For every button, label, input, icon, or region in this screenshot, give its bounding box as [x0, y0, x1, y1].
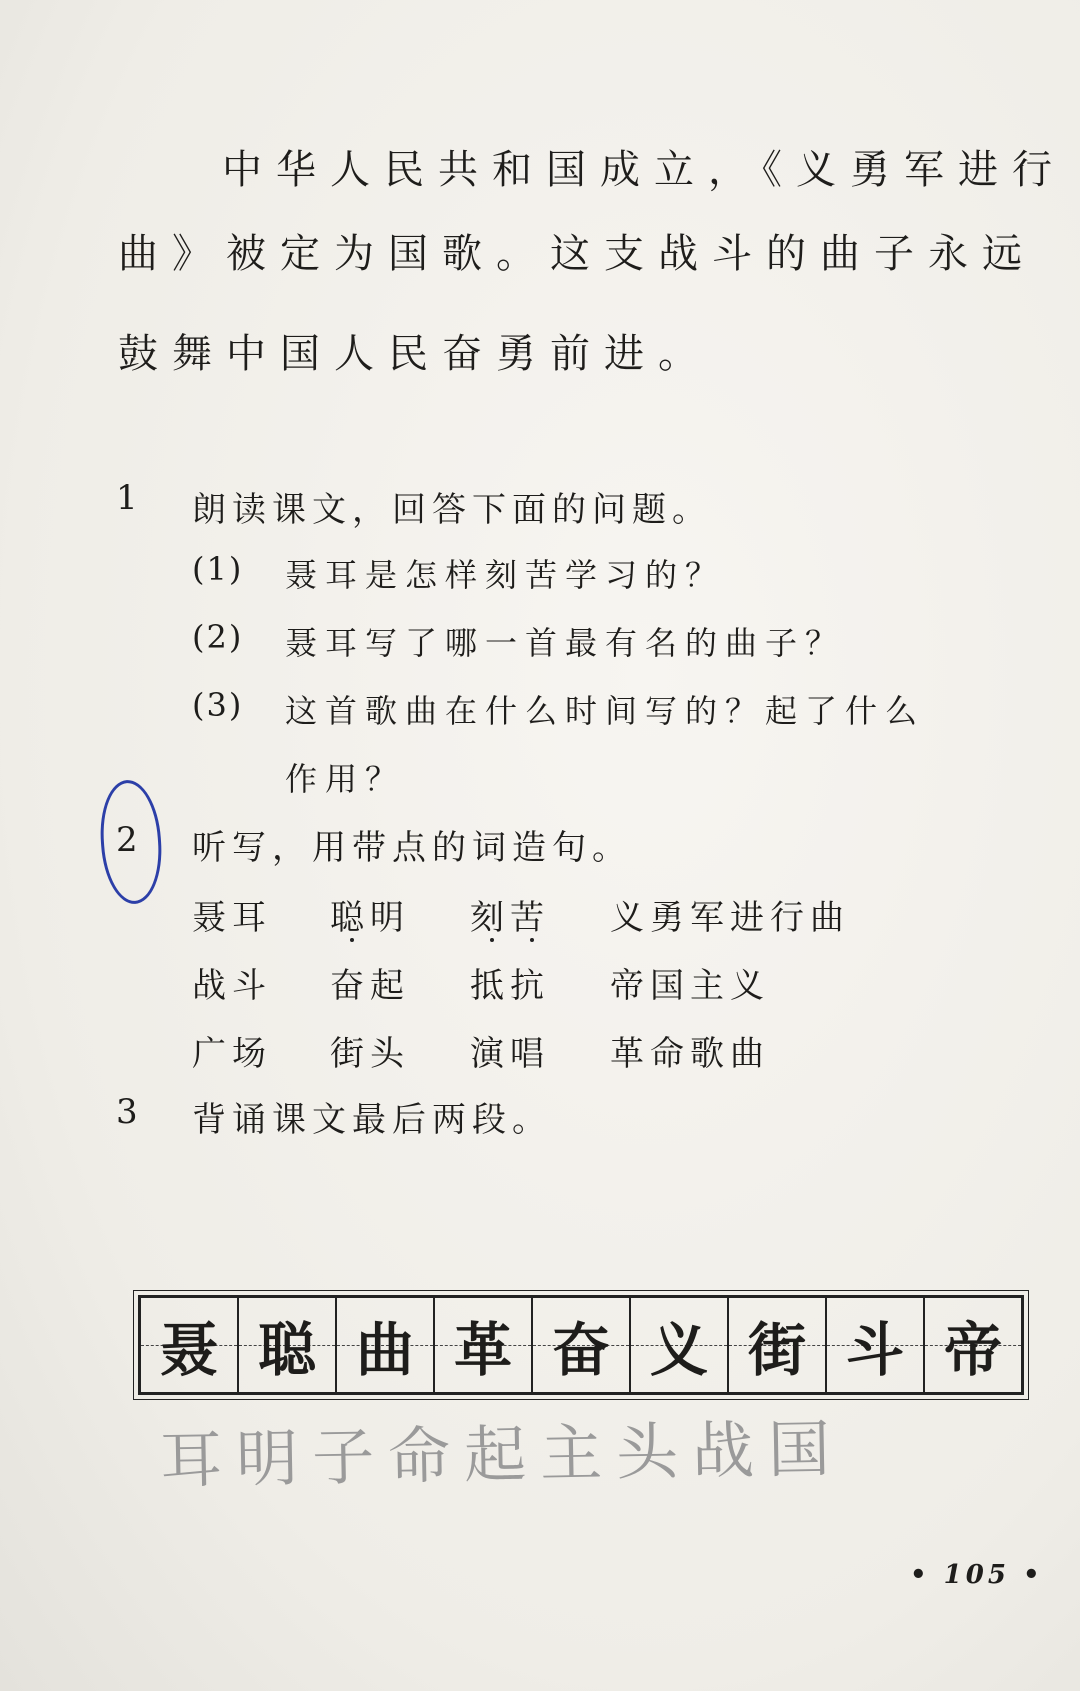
word: 聂耳: [192, 898, 272, 938]
word: 战斗: [192, 966, 272, 1006]
question-3-number: (3): [192, 686, 244, 724]
grid-cell: 义: [631, 1298, 729, 1392]
grid-cell: 奋: [533, 1298, 631, 1392]
exercise-2-text: 听写，用带点的词造句。: [192, 828, 632, 868]
exercise-2-number: 2: [116, 820, 138, 860]
word: 义勇军进行曲: [610, 898, 850, 938]
word: 聪明: [330, 898, 410, 938]
exercise-1-text: 朗读课文，回答下面的问题。: [192, 490, 712, 530]
grid-cell: 革: [435, 1298, 533, 1392]
question-2-text: 聂耳写了哪一首最有名的曲子？: [285, 624, 846, 662]
word: 刻苦: [470, 898, 550, 938]
word: 革命歌曲: [610, 1034, 770, 1074]
question-2-number: (2): [192, 618, 244, 656]
emphasis-dot: [530, 938, 534, 942]
handwritten-pencil-notes: 耳明子命起主头战国: [159, 1412, 845, 1497]
question-3-text: 这首歌曲在什么时间写的？起了什么: [285, 692, 926, 730]
emphasis-dot: [490, 938, 494, 942]
word: 帝国主义: [610, 966, 770, 1006]
word: 抵抗: [470, 966, 550, 1006]
question-1-text: 聂耳是怎样刻苦学习的？: [285, 556, 726, 594]
grid-cell: 帝: [925, 1298, 1021, 1392]
page-number: • 105 •: [910, 1560, 1044, 1590]
word: 广场: [192, 1034, 272, 1074]
word: 街头: [330, 1034, 410, 1074]
grid-cell: 斗: [827, 1298, 925, 1392]
word: 演唱: [470, 1034, 550, 1074]
grid-cell: 聂: [141, 1298, 239, 1392]
grid-cell: 曲: [337, 1298, 435, 1392]
paragraph-line-2: 曲》被定为国歌。这支战斗的曲子永远: [118, 231, 1036, 277]
word: 奋起: [330, 966, 410, 1006]
question-3-text-cont: 作用？: [285, 760, 406, 798]
character-grid: [138, 1295, 1024, 1395]
paragraph-line-3: 鼓舞中国人民奋勇前进。: [118, 331, 712, 377]
grid-cell: 街: [729, 1298, 827, 1392]
grid-cell: 聪: [239, 1298, 337, 1392]
exercise-3-number: 3: [116, 1092, 138, 1132]
paragraph-line-1: 中华人民共和国成立，《义勇军进行: [222, 147, 1066, 193]
exercise-3-text: 背诵课文最后两段。: [192, 1100, 552, 1140]
emphasis-dot: [350, 938, 354, 942]
question-1-number: (1): [192, 550, 244, 588]
exercise-1-number: 1: [116, 478, 138, 518]
